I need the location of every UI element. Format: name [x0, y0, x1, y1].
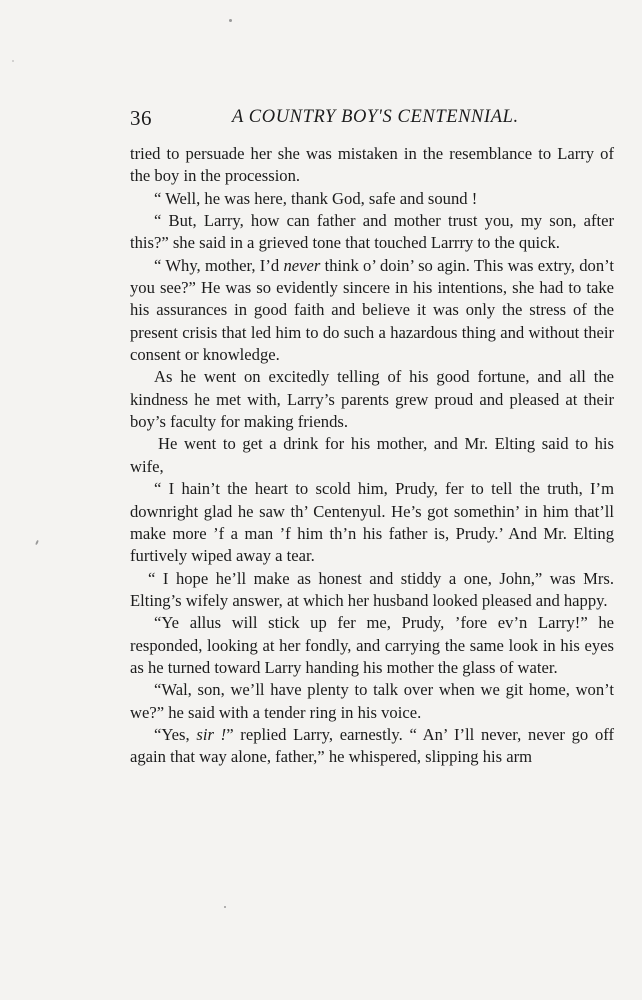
body-text: [130, 143, 614, 769]
running-title: A COUNTRY BOY'S CENTENNIAL.: [232, 107, 519, 127]
paragraph: [130, 612, 614, 679]
text-run: “ Well, he was here, thank God, safe and sound !: [154, 188, 478, 208]
paragraph: [130, 255, 614, 367]
paragraph: [130, 478, 614, 567]
paper-speck: [229, 19, 232, 22]
text-run: “Ye allus will stick up fer me, Prudy, ’fore ev’n Larry!” he responded, looking at her fondly, and carrying the same look in his eyes as he turned toward Larry handing his mother the glass of water.: [130, 613, 614, 677]
paragraph: [130, 433, 614, 478]
text-run: “ I hope he’ll make as honest and stiddy a one, John,” was Mrs. Elting’s wifely answer, at which her husband looked pleased and happy.: [130, 568, 614, 610]
paragraph: [130, 366, 614, 433]
paragraph: [130, 679, 614, 724]
text-run: “Wal, son, we’ll have plenty to talk over when we git home, won’t we?” he said with a tender ring in his voice.: [130, 680, 614, 722]
text-run: think o’ doin’ so agin. This was extry, don’t you see?” He was so evidently sincere in his intentions, she had to take his assurances in good faith and believe it was only the stress of the present crisis that led him to do such a hazardous thing and without their consent or knowledge.: [130, 255, 614, 365]
text-run: ” replied Larry, earnestly. “ An’ I’ll never, never go off again that way alone, father,” he whispered, slipping his arm: [130, 724, 615, 767]
text-run: As he went on excitedly telling of his good fortune, and all the kindness he met with, Larry’s parents grew proud and pleased at their boy’s faculty for making friends.: [130, 367, 614, 432]
paper-speck: [224, 906, 226, 908]
running-head: [130, 106, 614, 136]
text-run: “Yes,: [154, 724, 197, 744]
text-run: tried to persuade her she was mistaken in the resemblance to Larry of the boy in the procession.: [130, 144, 614, 186]
paragraph: [130, 210, 614, 255]
italic-text: sir !: [196, 724, 227, 744]
text-run: “ Why, mother, I’d: [154, 255, 284, 275]
text-run: He went to get a drink for his mother, and Mr. Elting said to his wife,: [130, 434, 614, 476]
page-number: 36: [130, 106, 152, 130]
paragraph: [130, 143, 614, 188]
text-run: “ But, Larry, how can father and mother trust you, my son, after this?” she said in a grieved tone that touched Larrry to the quick.: [130, 211, 614, 253]
paragraph: [130, 568, 614, 613]
paper-speck: [35, 540, 39, 545]
paragraph: [130, 724, 614, 769]
paper-speck: [12, 60, 14, 62]
paragraph: [130, 188, 614, 210]
text-run: “ I hain’t the heart to scold him, Prudy, fer to tell the truth, I’m downright glad he saw th’ Centenyul. He’s got somethin’ in him that’ll make more ’f a man ’f him th’n his father is, Prudy.’ And Mr. Elting furtively wiped away a tear.: [130, 479, 614, 566]
italic-text: never: [283, 255, 321, 275]
